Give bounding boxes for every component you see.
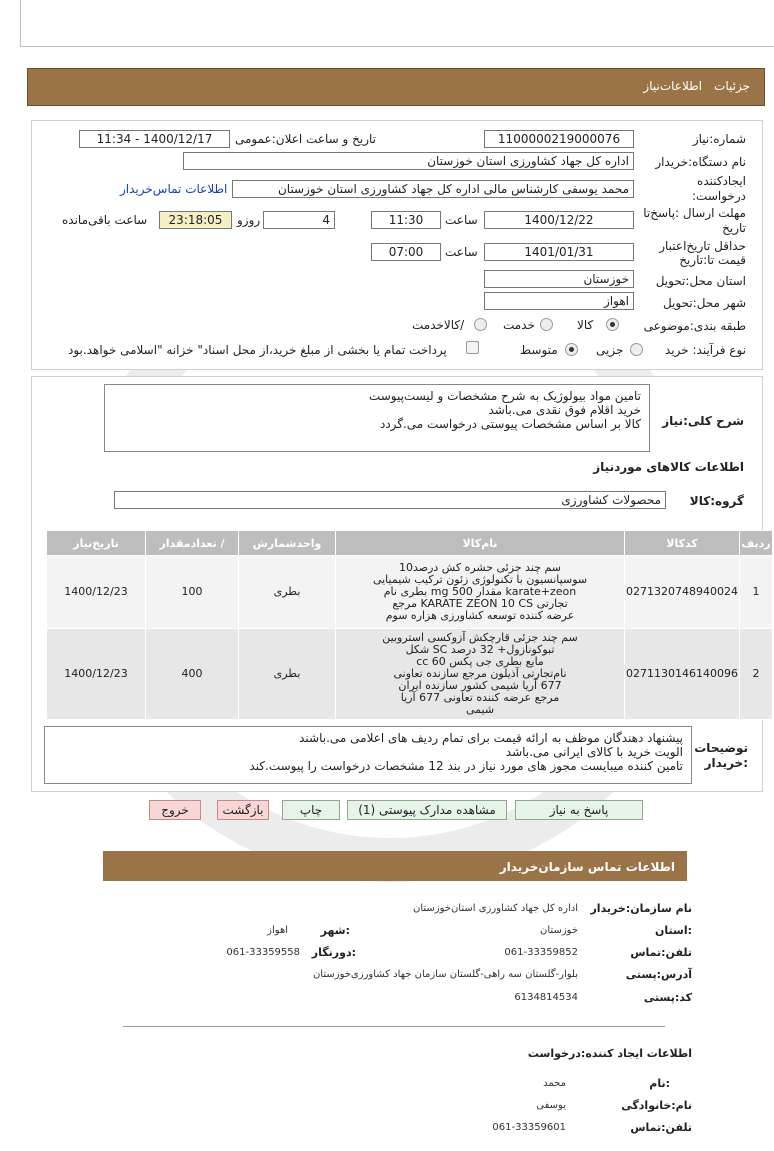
summary-box <box>104 384 650 452</box>
validity-date-field: 1401/01/31 <box>484 243 634 261</box>
need-number-label: شماره:نیاز <box>692 132 746 146</box>
notes-line: پیشنهاد دهندگان موظف به ارائه قیمت برای تمام ردیف های اعلامی می.باشند <box>299 731 683 745</box>
contact-province-label: :استان <box>655 924 692 937</box>
col-name: نام‌کالا <box>336 531 625 556</box>
col-date: تاریخ‌نیاز <box>47 531 146 556</box>
contact-phone-label: تلفن:تماس <box>630 946 692 959</box>
divider <box>123 1026 665 1027</box>
name-line: 677 آریا شیمی کشور سازنده ایران <box>398 679 562 692</box>
city-label: شهر محل:تحویل <box>662 296 746 310</box>
days-label: روزو <box>237 213 261 227</box>
header-bar <box>27 68 765 106</box>
cell-qty: 100 <box>146 556 239 629</box>
need-number-field: 1100000219000076 <box>484 130 634 148</box>
tab-details[interactable]: جزئیات <box>714 79 750 93</box>
contact-province-value: خوزستان <box>540 925 578 936</box>
creator-family-value: یوسفی <box>536 1100 566 1111</box>
reply-to-need-button[interactable]: پاسخ به نیاز <box>515 800 643 820</box>
contact-postal-value: 6134814534 <box>514 992 578 1003</box>
buyer-contact-link[interactable]: اطلاعات تماس‌خریدار <box>120 182 228 196</box>
category-both-label: /کالاخدمت <box>412 318 465 332</box>
table-header-row <box>47 531 773 556</box>
days-field: 4 <box>263 211 335 229</box>
category-goods-label: کالا <box>577 318 594 332</box>
exit-button[interactable]: خروج <box>149 800 201 820</box>
contact-org-label: نام سازمان:خریدار <box>590 902 692 915</box>
contact-address-label: آدرس:پستی <box>625 968 692 981</box>
notes-line: الویت خرید با کالای ایرانی می.باشد <box>505 745 683 759</box>
category-service-label: خدمت <box>503 318 535 332</box>
col-row: ردیف <box>740 531 773 556</box>
name-line: تجارتی KARATE ZEON 10 CS مرجع <box>392 597 568 610</box>
contact-fax-value: 061-33359558 <box>226 947 300 958</box>
reply-hour-label: ساعت <box>445 213 478 227</box>
validity-label: حداقل تاریخ‌اعتبار <box>659 239 746 253</box>
back-button[interactable]: بازگشت <box>217 800 269 820</box>
process-partial-label: جزیی <box>596 343 624 357</box>
buyer-org-field: اداره کل جهاد کشاورزی استان خوزستان <box>183 152 634 170</box>
treasury-payment-note: پرداخت تمام یا بخشی از مبلغ خرید،از محل اسناد" خزانه "اسلامی خواهد.بود <box>68 343 447 357</box>
cell-date: 1400/12/23 <box>47 556 146 629</box>
name-line: سوسپانسیون با تکنولوژی زئون ترکیب شیمیایی <box>372 573 588 586</box>
contact-address-value: بلوار-گلستان سه راهی-گلستان سازمان جهاد کشاورزی‌خوزستان <box>312 969 578 980</box>
goods-section-title: اطلاعات کالاهای موردنیاز <box>593 460 744 474</box>
name-line: مایع بطری جی پکس cc 60 <box>416 655 544 668</box>
remaining-label: ساعت باقی‌مانده <box>62 213 148 227</box>
creator-label-line2: درخواست: <box>692 189 746 203</box>
table-row <box>47 556 773 629</box>
goods-group-label: گروه:کالا <box>689 494 744 508</box>
cell-row: 2 <box>740 629 773 720</box>
category-goods-radio[interactable] <box>606 318 619 331</box>
name-line: نام‌تجارتی آذیلون مرجع سازنده تعاونی <box>393 667 567 680</box>
notes-line: تامین کننده میبایست مجوز های مورد نیاز در بند 12 مشخصات درخواست را پیوست.کند <box>249 759 683 773</box>
buyer-notes-box <box>44 726 692 784</box>
cell-unit: بطری <box>239 629 336 720</box>
table-row <box>47 629 773 720</box>
process-type-label: نوع فرآیند: خرید <box>665 343 746 357</box>
cell-code: 0271320748940024 <box>625 556 740 629</box>
goods-table <box>46 530 773 720</box>
tab-need-info[interactable]: اطلاعات‌نیاز <box>643 79 702 93</box>
cell-code: 0271130146140096 <box>625 629 740 720</box>
name-line: تبوکونازول+ 32 درصد SC شکل <box>405 643 555 656</box>
validity-label-line2: قیمت تا:تاریخ <box>679 253 746 267</box>
summary-label: شرح کلی:نیاز <box>662 414 744 428</box>
reply-deadline-label: مهلت ارسال :پاسخ‌تا <box>643 206 746 220</box>
reply-time-field: 11:30 <box>371 211 441 229</box>
cell-date: 1400/12/23 <box>47 629 146 720</box>
creator-phone-label: تلفن:تماس <box>630 1121 692 1134</box>
creator-name-label: :نام <box>649 1077 670 1090</box>
col-qty: / تعدادمقدار <box>146 531 239 556</box>
name-line: karate+zeon مقدار 500 mg بطری نام <box>383 585 577 598</box>
creator-family-label: نام:خانوادگی <box>621 1099 692 1112</box>
print-button[interactable]: چاپ <box>282 800 340 820</box>
announce-label: تاریخ و ساعت اعلان:عمومی <box>234 132 376 146</box>
creator-label: ایجادکننده <box>697 174 746 188</box>
contact-city-label: :شهر <box>320 924 350 937</box>
view-attachments-button[interactable]: مشاهده مدارک پیوستی (1) <box>347 800 507 820</box>
category-label: طبقه بندی:موضوعی <box>643 319 746 333</box>
process-medium-label: متوسط <box>520 343 558 357</box>
creator-info-title: اطلاعات ایجاد کننده:درخواست <box>527 1047 692 1060</box>
contact-section-title: اطلاعات تماس سازمان‌خریدار <box>499 860 675 874</box>
validity-hour-label: ساعت <box>445 245 478 259</box>
creator-phone-value: 061-33359601 <box>492 1122 566 1133</box>
treasury-payment-checkbox[interactable] <box>466 341 479 354</box>
contact-city-value: اهواز <box>267 925 288 936</box>
cell-name <box>336 629 625 720</box>
name-line: سم چند جزئی حشره کش درصد10 <box>398 561 562 574</box>
name-line: شیمی <box>465 703 495 716</box>
contact-postal-label: کد:پستی <box>643 991 692 1004</box>
buyer-org-label: نام دستگاه:خریدار <box>655 155 746 169</box>
province-label: استان محل:تحویل <box>655 274 746 288</box>
process-medium-radio[interactable] <box>565 343 578 356</box>
reply-deadline-label-line2: تاریخ <box>722 221 746 235</box>
buyer-notes-label: توضیحات <box>694 741 748 755</box>
creator-field: محمد یوسفی کارشناس مالی اداره کل جهاد کشاورزی استان خوزستان <box>232 180 634 198</box>
cell-row: 1 <box>740 556 773 629</box>
contact-phone-value: 061-33359852 <box>504 947 578 958</box>
name-line: سم چند جزئی قارچکش آزوکسی استروبین <box>382 631 578 644</box>
city-field: اهواز <box>484 292 634 310</box>
col-unit: واحدشمارش <box>239 531 336 556</box>
validity-time-field: 07:00 <box>371 243 441 261</box>
name-line: عرضه کننده توسعه کشاورزی هزاره سوم <box>385 609 575 622</box>
summary-line: خرید اقلام فوق نقدی می.باشد <box>488 403 641 417</box>
contact-org-value: اداره کل جهاد کشاورزی استان‌خوزستان <box>413 903 578 914</box>
col-code: کدکالا <box>625 531 740 556</box>
contact-section-header <box>103 851 687 881</box>
goods-group-field: محصولات کشاورزی <box>114 491 666 509</box>
contact-fax-label: :دورنگار <box>311 946 356 959</box>
frame-line <box>20 46 774 47</box>
creator-name-value: محمد <box>543 1078 566 1089</box>
frame-line <box>20 0 21 46</box>
process-partial-radio[interactable] <box>630 343 643 356</box>
remaining-time-field: 23:18:05 <box>159 211 232 229</box>
announce-datetime-field: 1400/12/17 - 11:34 <box>79 130 230 148</box>
reply-date-field: 1400/12/22 <box>484 211 634 229</box>
province-field: خوزستان <box>484 270 634 288</box>
summary-line: تامین مواد بیولوژیک به شرح مشخصات و لیست‌پیوست <box>368 389 641 403</box>
cell-unit: بطری <box>239 556 336 629</box>
cell-qty: 400 <box>146 629 239 720</box>
category-service-radio[interactable] <box>540 318 553 331</box>
buyer-notes-label-line2: :خریدار <box>704 756 748 770</box>
name-line: مرجع عرضه کننده تعاونی 677 آریا <box>400 691 560 704</box>
cell-name <box>336 556 625 629</box>
category-both-radio[interactable] <box>474 318 487 331</box>
summary-line: کالا بر اساس مشخصات پیوستی درخواست می.گردد <box>379 417 641 431</box>
